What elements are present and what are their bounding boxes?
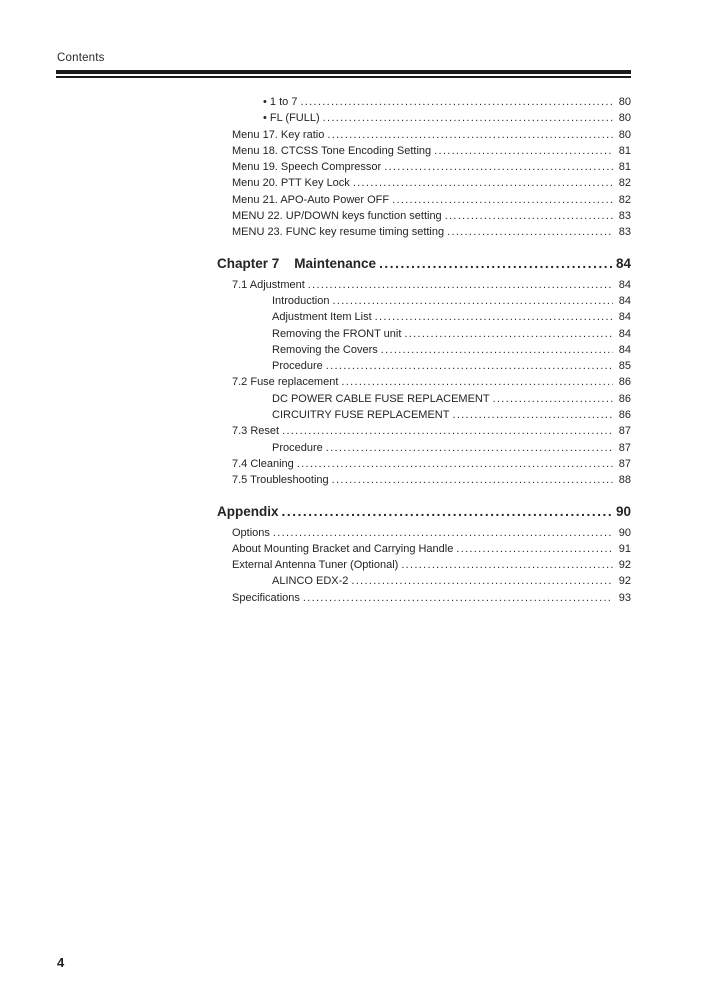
toc-entry-label: MENU 22. UP/DOWN keys function setting xyxy=(232,210,442,223)
toc-entry xyxy=(0,573,631,589)
toc-entry-label: • FL (FULL) xyxy=(263,110,320,126)
toc-entry-page-number: 82 xyxy=(618,193,631,206)
toc-entry-label: Appendix xyxy=(217,503,279,519)
toc-entry-label: Specifications xyxy=(232,591,300,604)
toc-entry-label: 7.1 Adjustment xyxy=(232,278,305,291)
toc-entry xyxy=(0,423,631,439)
toc-leader-dots xyxy=(323,440,613,456)
page-header-label: Contents xyxy=(57,52,105,64)
toc-entry-label: Chapter 7 Maintenance xyxy=(217,255,377,271)
toc-entry-page-number: 88 xyxy=(618,474,631,487)
toc-entry-page-number: 83 xyxy=(618,210,631,223)
toc-leader-dots xyxy=(305,277,613,293)
toc-entry xyxy=(0,326,631,342)
toc-entry-page-number: 83 xyxy=(618,226,631,239)
toc-entry-page-number: 90 xyxy=(618,526,631,539)
toc-leader-dots xyxy=(490,391,613,407)
toc-entry-label: MENU 23. FUNC key resume timing setting xyxy=(232,226,445,239)
toc-entry-label: 7.2 Fuse replacement xyxy=(232,376,339,389)
toc-entry xyxy=(0,342,631,358)
toc-entry-page-number: 81 xyxy=(618,161,631,174)
toc-entry-label: Adjustment Item List xyxy=(272,311,372,324)
toc-leader-dots xyxy=(279,501,613,523)
toc-entry-label: Introduction xyxy=(272,294,330,307)
toc-chapter-title: Maintenance xyxy=(294,255,377,271)
toc-entry-label: Menu 18. CTCSS Tone Encoding Setting xyxy=(232,144,432,157)
toc-entry-label: Menu 20. PTT Key Lock xyxy=(232,177,350,190)
toc-leader-dots xyxy=(444,224,613,240)
toc-entry-label: External Antenna Tuner (Optional) xyxy=(232,559,399,572)
toc-leader-dots xyxy=(329,293,613,309)
header-rule-thin-line xyxy=(56,76,631,78)
toc-leader-dots xyxy=(442,208,613,224)
toc-entry-label: 7.4 Cleaning xyxy=(232,457,294,470)
header-double-rule xyxy=(56,70,631,78)
toc-entry-page-number: 86 xyxy=(618,409,631,422)
toc-leader-dots xyxy=(381,159,613,175)
toc-entry-label: About Mounting Bracket and Carrying Handle xyxy=(232,542,454,555)
toc-entry xyxy=(0,525,631,541)
toc-leader-dots xyxy=(431,143,613,159)
toc-entry-page-number: 86 xyxy=(618,392,631,405)
toc-leader-dots xyxy=(297,94,613,110)
toc-leader-dots xyxy=(338,374,613,390)
toc-entry xyxy=(0,110,631,126)
toc-entry-page-number: 80 xyxy=(618,96,631,108)
toc-entry-page-number: 92 xyxy=(618,575,631,588)
toc-leader-dots xyxy=(376,253,613,275)
toc-entry xyxy=(0,192,631,208)
toc-entry-page-number: 82 xyxy=(618,177,631,190)
toc-leader-dots xyxy=(270,525,613,541)
toc-entry-label: CIRCUITRY FUSE REPLACEMENT xyxy=(272,409,450,422)
toc-chapter-heading xyxy=(0,253,631,275)
toc-entry-page-number: 85 xyxy=(618,360,631,373)
toc-entry-label: Menu 21. APO-Auto Power OFF xyxy=(232,193,390,206)
toc-leader-dots xyxy=(378,342,613,358)
toc-entry-label: Removing the FRONT unit xyxy=(272,327,402,340)
toc-entry-page-number: 93 xyxy=(618,591,631,604)
toc-entry-label: Removing the Covers xyxy=(272,343,378,356)
toc-entry-page-number: 91 xyxy=(618,542,631,555)
toc-entry xyxy=(0,440,631,456)
toc-leader-dots xyxy=(323,358,613,374)
toc-entry-page-number: 90 xyxy=(615,503,631,519)
toc-leader-dots xyxy=(329,472,613,488)
toc-entry-label: DC POWER CABLE FUSE REPLACEMENT xyxy=(272,392,490,405)
toc-leader-dots xyxy=(279,423,613,439)
toc-entry-label: Options xyxy=(232,526,270,539)
footer-page-number: 4 xyxy=(57,955,65,970)
toc-list xyxy=(0,94,631,606)
toc-leader-dots xyxy=(348,573,613,589)
toc-entry-label: Procedure xyxy=(272,360,323,373)
toc-entry xyxy=(0,541,631,557)
toc-leader-dots xyxy=(372,309,613,325)
toc-entry xyxy=(0,590,631,606)
toc-entry-label: 7.3 Reset xyxy=(232,425,280,438)
toc-entry-page-number: 84 xyxy=(618,343,631,356)
toc-entry xyxy=(0,277,631,293)
toc-entry xyxy=(0,374,631,390)
toc-entry xyxy=(0,143,631,159)
toc-entry xyxy=(0,407,631,423)
toc-entry-page-number: 84 xyxy=(618,311,631,324)
toc-entry-label: Menu 19. Speech Compressor xyxy=(232,161,382,174)
toc-entry-page-number: 92 xyxy=(618,559,631,572)
toc-entry xyxy=(0,557,631,573)
toc-leader-dots xyxy=(389,192,613,208)
toc-entry xyxy=(0,208,631,224)
toc-leader-dots xyxy=(350,175,613,191)
toc-entry-page-number: 87 xyxy=(618,425,631,438)
toc-entry-label: Menu 17. Key ratio xyxy=(232,128,325,141)
toc-entry xyxy=(0,224,631,240)
toc-entry-page-number: 81 xyxy=(618,144,631,157)
toc-leader-dots xyxy=(453,541,613,557)
toc-entry xyxy=(0,293,631,309)
toc-leader-dots xyxy=(320,110,613,126)
toc-entry-page-number: 84 xyxy=(615,255,631,271)
toc-entry-label: • 1 to 7 xyxy=(263,94,297,110)
toc-entry-page-number: 87 xyxy=(618,457,631,470)
toc-entry xyxy=(0,391,631,407)
toc-entry xyxy=(0,127,631,143)
toc-entry-page-number: 87 xyxy=(618,441,631,454)
toc-entry-page-number: 80 xyxy=(618,112,631,125)
toc-entry xyxy=(0,456,631,472)
toc-entry-label: ALINCO EDX-2 xyxy=(272,575,349,588)
toc-entry xyxy=(0,175,631,191)
toc-entry xyxy=(0,472,631,488)
toc-entry xyxy=(0,309,631,325)
toc-leader-dots xyxy=(294,456,613,472)
toc-leader-dots xyxy=(449,407,613,423)
toc-entry-page-number: 84 xyxy=(618,294,631,307)
toc-chapter-heading xyxy=(0,501,631,523)
toc-leader-dots xyxy=(398,557,613,573)
toc-leader-dots xyxy=(324,127,613,143)
toc-leader-dots xyxy=(300,590,613,606)
toc-entry xyxy=(0,94,631,110)
toc-entry-label: Procedure xyxy=(272,441,323,454)
toc-entry-page-number: 84 xyxy=(618,327,631,340)
toc-entry xyxy=(0,159,631,175)
toc-entry-page-number: 80 xyxy=(618,128,631,141)
toc-entry-page-number: 86 xyxy=(618,376,631,389)
toc-entry-label: 7.5 Troubleshooting xyxy=(232,474,329,487)
toc-leader-dots xyxy=(401,326,613,342)
toc-entry xyxy=(0,358,631,374)
toc-entry-page-number: 84 xyxy=(618,278,631,291)
